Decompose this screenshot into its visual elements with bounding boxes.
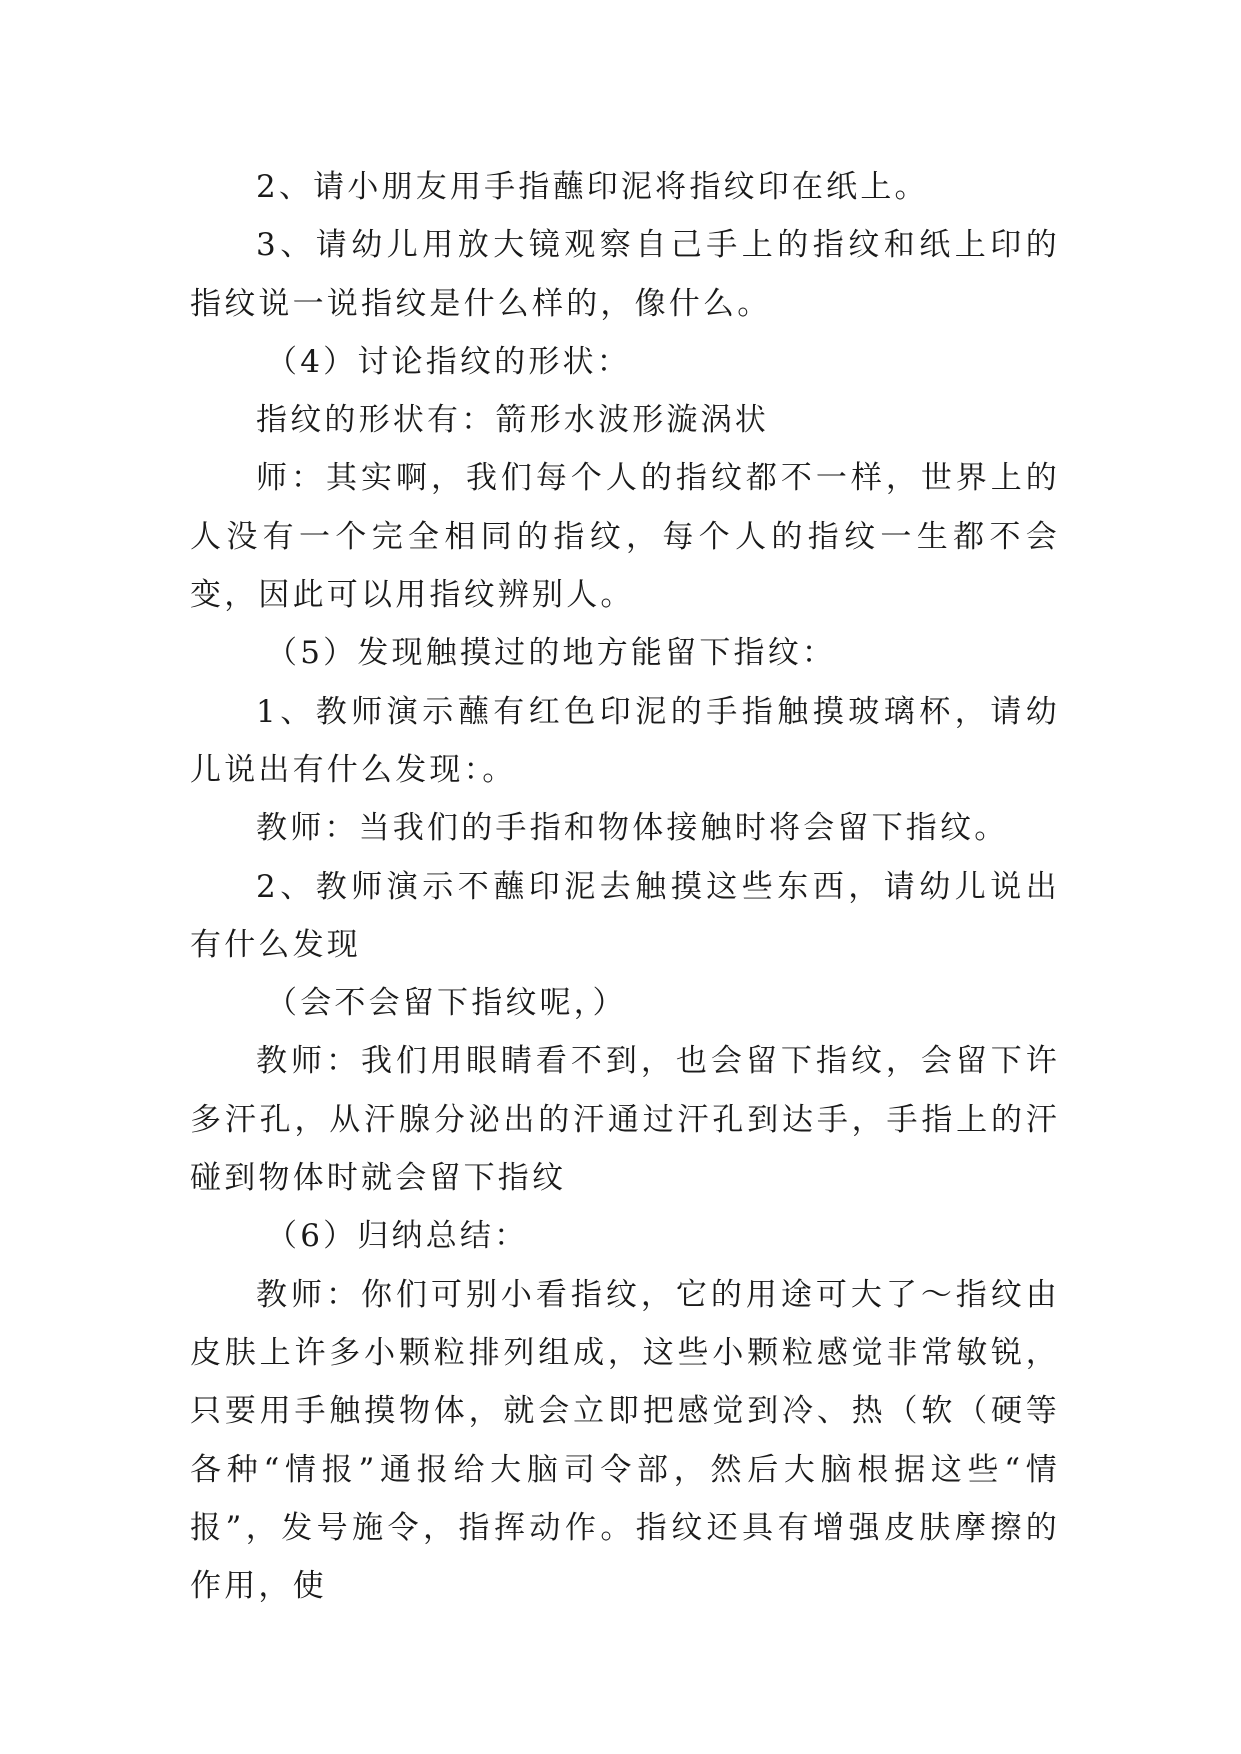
paragraph-step-3: 3、请幼儿用放大镜观察自己手上的指纹和纸上印的指纹说一说指纹是什么样的，像什么。	[190, 227, 1060, 322]
paragraph-fingerprint-shapes: 指纹的形状有：箭形水波形漩涡状	[256, 402, 769, 439]
paragraph-teacher-remark-1: 师：其实啊，我们每个人的指纹都不一样，世界上的人没有一个完全相同的指纹，每个人的指纹一生都不会变，因此可以用指纹辨别人。	[190, 460, 1060, 614]
paragraph-teacher-remark-2: 教师：当我们的手指和物体接触时将会留下指纹。	[256, 810, 1009, 847]
section-heading-5: （5）发现触摸过的地方能留下指纹：	[266, 635, 837, 672]
document-body	[190, 158, 1060, 1615]
paragraph-teacher-remark-3: 教师：我们用眼睛看不到，也会留下指纹，会留下许多汗孔，从汗腺分泌出的汗通过汗孔到达手，手指上的汗碰到物体时就会留下指纹	[190, 1043, 1060, 1197]
paragraph-demo-2: 2、教师演示不蘸印泥去触摸这些东西，请幼儿说出有什么发现	[190, 868, 1060, 963]
paragraph-summary: 教师：你们可别小看指纹，它的用途可大了～指纹由皮肤上许多小颗粒排列组成，这些小颗粒感觉非常敏锐，只要用手触摸物体，就会立即把感觉到冷、热（软（硬等各种“情报”通报给大脑司令部，然后大脑根据这些“情报”，发号施令，指挥动作。指纹还具有增强皮肤摩擦的作用，使	[190, 1276, 1060, 1605]
paragraph-step-2: 2、请小朋友用手指蘸印泥将指纹印在纸上。	[256, 169, 929, 205]
section-heading-4: （4）讨论指纹的形状：	[266, 343, 631, 380]
paragraph-demo-1: 1、教师演示蘸有红色印泥的手指触摸玻璃杯，请幼儿说出有什么发现：。	[190, 693, 1060, 788]
section-heading-6: （6）归纳总结：	[266, 1218, 529, 1255]
paragraph-question: （会不会留下指纹呢，）	[266, 985, 627, 1022]
